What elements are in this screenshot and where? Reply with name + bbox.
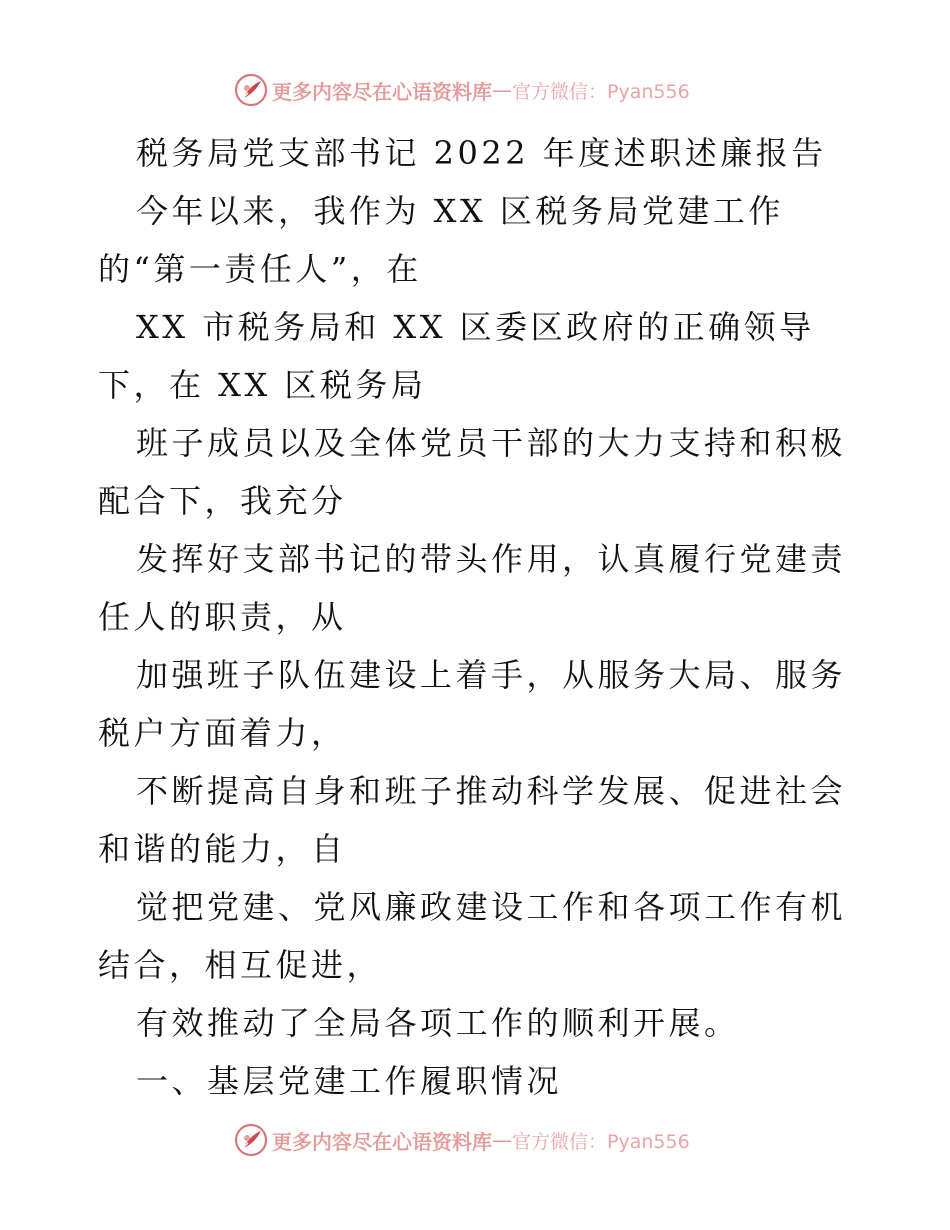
document-title: 税务局党支部书记 2022 年度述职述廉报告 [136, 134, 827, 172]
section-heading: 一、基层党建工作履职情况 [136, 1062, 563, 1100]
watermark-dash: — [492, 78, 512, 102]
paragraph: 觉把党建、党风廉政建设工作和各项工作有机结合，相互促进， [98, 888, 847, 984]
watermark-footer [234, 1120, 690, 1160]
paragraph: 发挥好支部书记的带头作用，认真履行党建责任人的职责，从 [98, 540, 847, 636]
quill-logo-icon [234, 1123, 268, 1157]
watermark-sub-text: 官方微信：Pyan556 [512, 1130, 690, 1153]
watermark-sub-text: 官方微信：Pyan556 [512, 80, 690, 103]
paragraph: 不断提高自身和班子推动科学发展、促进社会和谐的能力，自 [98, 772, 847, 868]
watermark-main-text: 更多内容尽在心语资料库 [272, 1129, 492, 1154]
watermark-header [234, 70, 690, 110]
document-body [98, 124, 858, 1110]
paragraph: XX 市税务局和 XX 区委区政府的正确领导下，在 XX 区税务局 [98, 308, 815, 404]
watermark-main-text: 更多内容尽在心语资料库 [272, 79, 492, 104]
watermark-dash: — [492, 1128, 512, 1152]
paragraph: 今年以来，我作为 XX 区税务局党建工作的“第一责任人”，在 [98, 192, 784, 288]
paragraph: 班子成员以及全体党员干部的大力支持和积极配合下，我充分 [98, 424, 847, 520]
paragraph: 有效推动了全局各项工作的顺利开展。 [136, 1004, 740, 1042]
paragraph: 加强班子队伍建设上着手，从服务大局、服务税户方面着力， [98, 656, 847, 752]
quill-logo-icon [234, 73, 268, 107]
